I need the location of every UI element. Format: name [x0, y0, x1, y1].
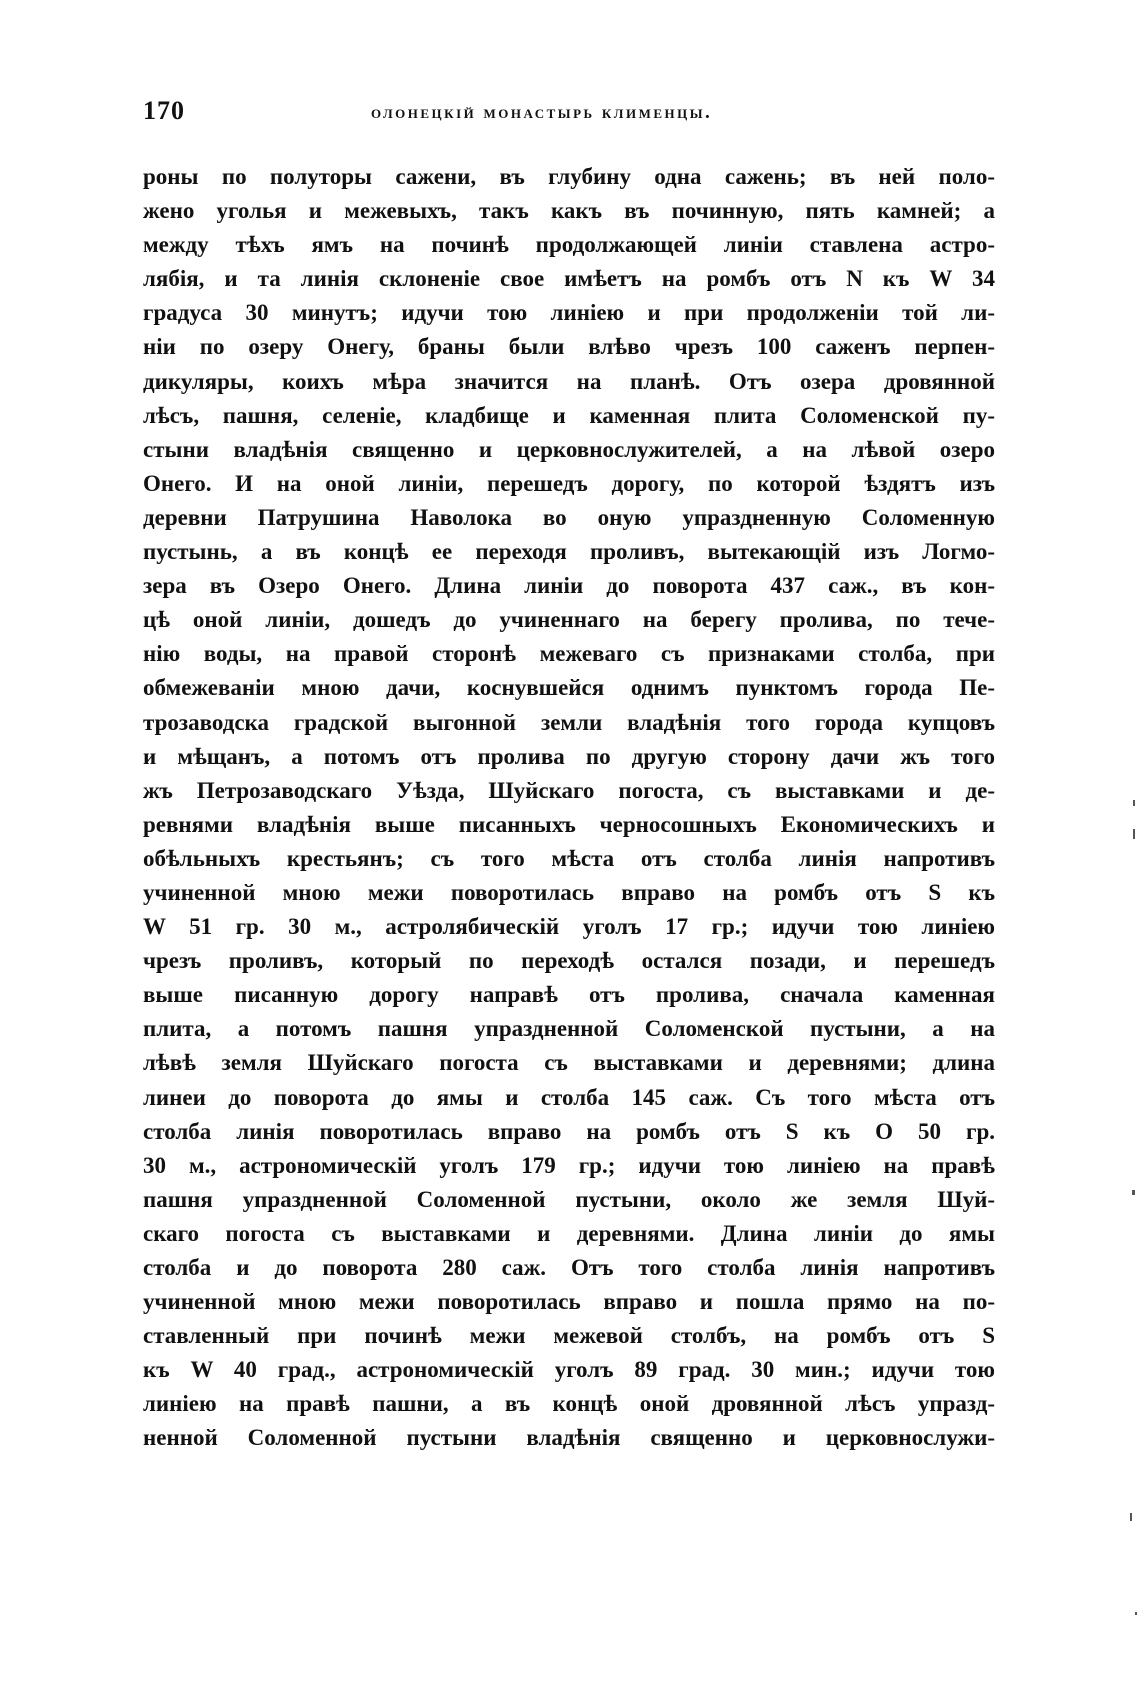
text-line: столба линія поворотилась вправо на ромбъ отъ S къ О 50 гр.	[143, 1118, 995, 1144]
text-line: W 51 гр. 30 м., астролябическій уголъ 17 гр.; идучи тою линіею	[143, 914, 995, 940]
running-head	[143, 96, 995, 136]
text-line: дикуляры, коихъ мѣра значится на планѣ. Отъ озера дровянной	[143, 368, 995, 394]
text-line: обѣльныхъ крестьянъ; съ того мѣста отъ столба линія напротивъ	[143, 845, 995, 871]
scan-speck	[1130, 1513, 1132, 1521]
text-line: нію воды, на правой сторонѣ межеваго съ признаками столба, при	[143, 641, 995, 667]
text-line: лябія, и та линія склоненіе свое имѣетъ на ромбъ отъ N къ W 34	[143, 266, 995, 292]
running-title: олонецкій монастырь клименцы.	[371, 102, 713, 123]
body-text	[143, 160, 995, 1456]
text-line: Онего. И на оной линіи, перешедъ дорогу, по которой ѣздятъ изъ	[143, 470, 995, 496]
text-line: лѣсъ, пашня, селеніе, кладбище и каменная плита Соломенской пу-	[143, 402, 995, 428]
text-line: роны по полуторы сажени, въ глубину одна сажень; въ ней поло-	[143, 164, 995, 189]
text-line: 30 м., астрономическій уголъ 179 гр.; идучи тою линіею на правѣ	[143, 1152, 995, 1178]
text-line: жено уголья и межевыхъ, такъ какъ въ починную, пять камней; а	[143, 198, 995, 224]
text-line: линеи до поворота до ямы и столба 145 саж. Съ того мѣста отъ	[143, 1084, 995, 1110]
text-line: ревнями владѣнія выше писанныхъ черносошныхъ Економическихъ и	[143, 811, 995, 837]
text-line: учиненной мною межи поворотилась вправо и пошла прямо на по-	[143, 1289, 995, 1315]
scan-speck	[1133, 800, 1135, 806]
text-line: линіею на правѣ пашни, а въ концѣ оной дровянной лѣсъ упразд-	[143, 1391, 995, 1417]
text-line: пустынь, а въ концѣ ее переходя проливъ, вытекающій изъ Логмо-	[143, 539, 995, 565]
page-number: 170	[143, 96, 185, 125]
text-line: плита, а потомъ пашня упраздненной Соломенской пустыни, а на	[143, 1016, 995, 1042]
scan-speck	[1132, 1190, 1135, 1195]
text-line: лѣвѣ земля Шуйскаго погоста съ выставками и деревнями; длина	[143, 1050, 995, 1076]
text-line: къ W 40 град., астрономическій уголъ 89 град. 30 мин.; идучи тою	[143, 1357, 995, 1383]
text-line: жъ Петрозаводскаго Уѣзда, Шуйскаго погоста, съ выставками и де-	[143, 777, 995, 803]
text-line: ніи по озеру Онегу, браны были влѣво чрезъ 100 саженъ перпен-	[143, 334, 995, 360]
scan-speck	[1133, 829, 1135, 839]
text-line: скаго погоста съ выставками и деревнями. Длина линіи до ямы	[143, 1220, 995, 1246]
text-line: деревни Патрушина Наволока во оную упраздненную Соломенную	[143, 504, 995, 530]
scan-speck	[1135, 1612, 1137, 1615]
text-line: и мѣщанъ, а потомъ отъ пролива по другую сторону дачи жъ того	[143, 743, 995, 769]
text-line: трозаводска градской выгонной земли владѣнія того города купцовъ	[143, 709, 995, 735]
text-line: цѣ оной линіи, дошедъ до учиненнаго на берегу пролива, по тече-	[143, 607, 995, 633]
text-line: между тѣхъ ямъ на починѣ продолжающей линіи ставлена астро-	[143, 232, 995, 258]
text-line: ставленный при починѣ межи межевой столбъ, на ромбъ отъ S	[143, 1323, 995, 1349]
text-line: учиненной мною межи поворотилась вправо на ромбъ отъ S къ	[143, 879, 995, 905]
text-line: градуса 30 минутъ; идучи тою линіею и при продолженіи той ли-	[143, 300, 995, 326]
text-line: чрезъ проливъ, который по переходѣ остался позади, и перешедъ	[143, 948, 995, 974]
text-line: зера въ Озеро Онего. Длина линіи до поворота 437 саж., въ кон-	[143, 573, 995, 599]
text-line: выше писанную дорогу направѣ отъ пролива, сначала каменная	[143, 982, 995, 1008]
text-line: обмежеваніи мною дачи, коснувшейся однимъ пунктомъ города Пе-	[143, 675, 995, 701]
text-line: пашня упраздненной Соломенной пустыни, около же земля Шуй-	[143, 1186, 995, 1212]
text-line: столба и до поворота 280 саж. Отъ того столба линія напротивъ	[143, 1255, 995, 1280]
text-line: стыни владѣнія священно и церковнослужителей, а на лѣвой озеро	[143, 436, 995, 462]
text-line: ненной Соломенной пустыни владѣнія священно и церковнослужи-	[143, 1425, 995, 1451]
